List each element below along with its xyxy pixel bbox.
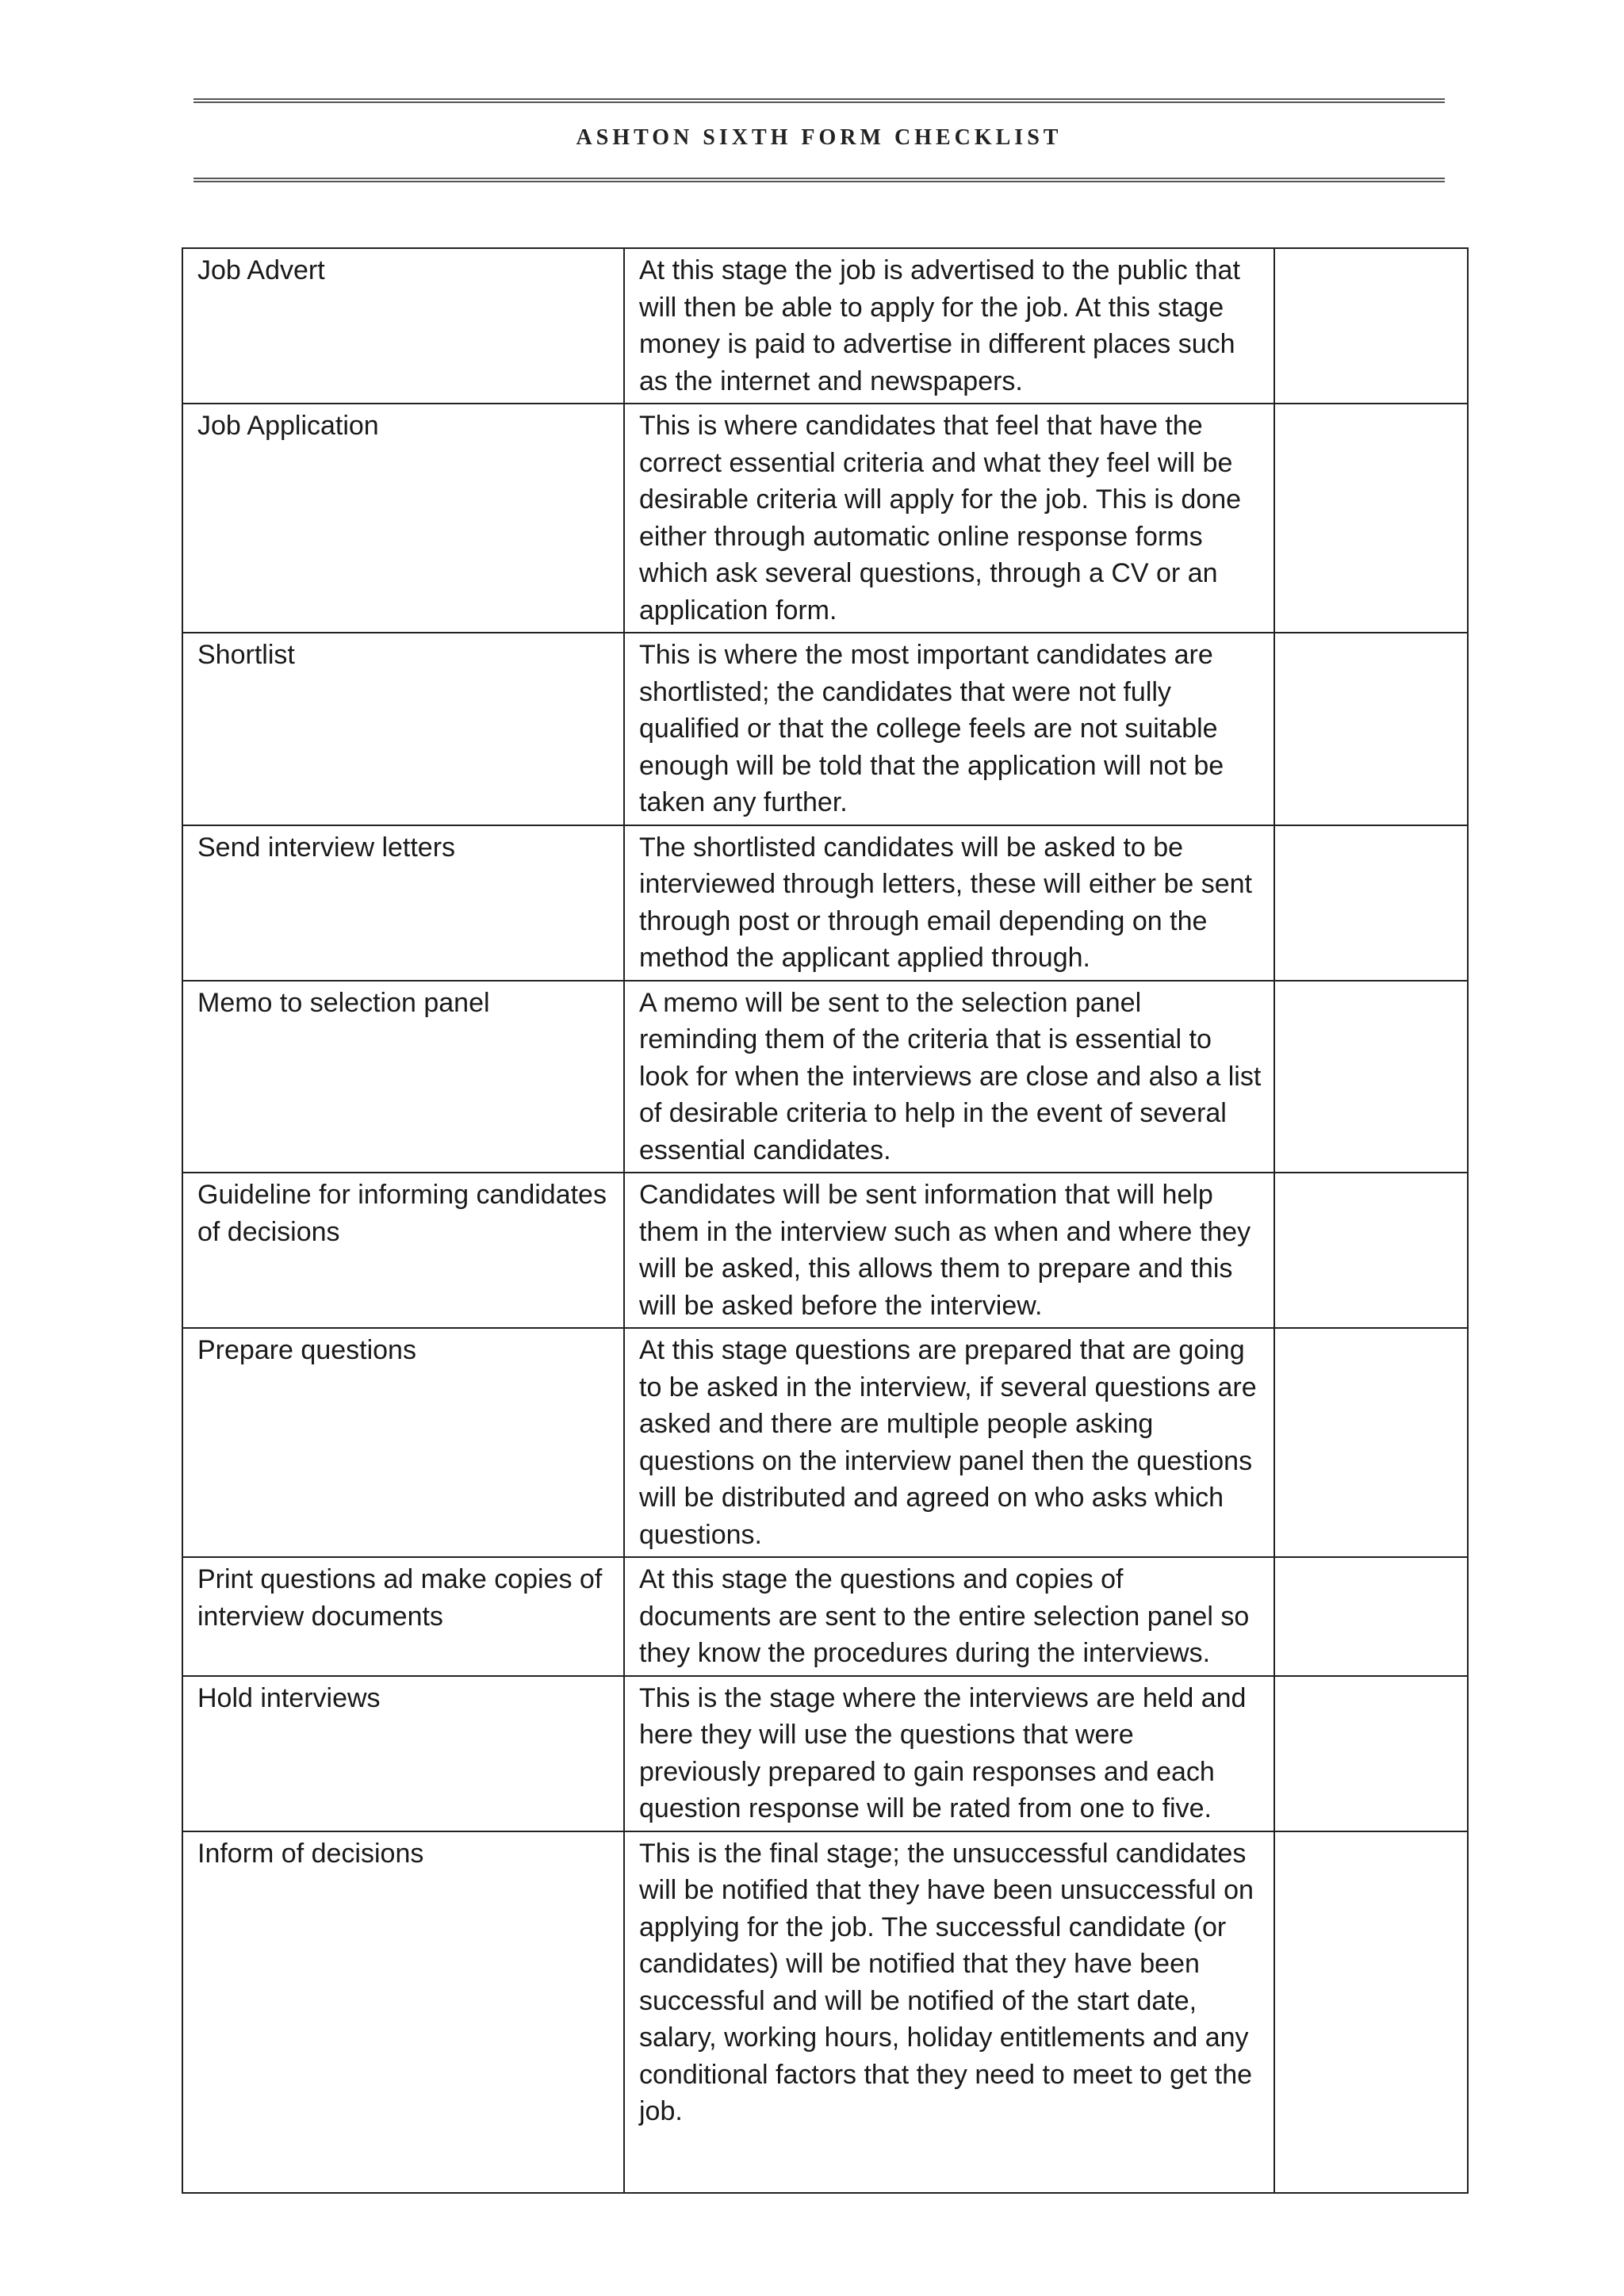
check-cell[interactable]	[1274, 1676, 1468, 1831]
stage-cell: Job Advert	[182, 248, 624, 404]
document-title: ASHTON SIXTH FORM CHECKLIST	[576, 125, 1063, 150]
check-cell[interactable]	[1274, 248, 1468, 404]
check-cell[interactable]	[1274, 404, 1468, 633]
table-row	[182, 1676, 1468, 1831]
stage-cell: Print questions ad make copies of interview documents	[182, 1557, 624, 1676]
check-cell[interactable]	[1274, 1557, 1468, 1676]
header-rule-top	[193, 98, 1445, 103]
description-cell: This is where candidates that feel that have the correct essential criteria and what they feel will be desirable criteria will apply for the job. This is done either through automatic online response forms which ask several questions, through a CV or an application form.	[624, 404, 1274, 633]
table-row	[182, 1173, 1468, 1328]
check-cell[interactable]	[1274, 825, 1468, 981]
description-cell: At this stage the job is advertised to the public that will then be able to apply for the job. At this stage money is paid to advertise in different places such as the internet and newspapers.	[624, 248, 1274, 404]
stage-cell: Send interview letters	[182, 825, 624, 981]
description-cell: This is where the most important candidates are shortlisted; the candidates that were not fully qualified or that the college feels are not suitable enough will be told that the application will not be taken any further.	[624, 633, 1274, 825]
table-row	[182, 633, 1468, 825]
check-cell[interactable]	[1274, 1831, 1468, 2193]
stage-cell: Job Application	[182, 404, 624, 633]
description-cell: At this stage the questions and copies of documents are sent to the entire selection panel so they know the procedures during the interviews.	[624, 1557, 1274, 1676]
check-cell[interactable]	[1274, 633, 1468, 825]
table-row	[182, 981, 1468, 1173]
stage-cell: Hold interviews	[182, 1676, 624, 1831]
description-cell: The shortlisted candidates will be asked to be interviewed through letters, these will either be sent through post or through email depending on the method the applicant applied through.	[624, 825, 1274, 981]
description-cell: This is the final stage; the unsuccessful candidates will be notified that they have been unsuccessful on applying for the job. The successful candidate (or candidates) will be notified that they have been successful and will be notified of the start date, salary, working hours, holiday entitlements and any conditional factors that they need to meet to get the job.	[624, 1831, 1274, 2193]
stage-cell: Inform of decisions	[182, 1831, 624, 2193]
table-row	[182, 248, 1468, 404]
check-cell[interactable]	[1274, 1328, 1468, 1557]
table-row	[182, 1557, 1468, 1676]
table-row	[182, 825, 1468, 981]
stage-cell: Shortlist	[182, 633, 624, 825]
stage-cell: Prepare questions	[182, 1328, 624, 1557]
stage-cell: Memo to selection panel	[182, 981, 624, 1173]
table-row	[182, 1831, 1468, 2193]
table-row	[182, 404, 1468, 633]
description-cell: This is the stage where the interviews are held and here they will use the questions that were previously prepared to gain responses and each question response will be rated from one to five.	[624, 1676, 1274, 1831]
description-cell: Candidates will be sent information that will help them in the interview such as when and where they will be asked, this allows them to prepare and this will be asked before the interview.	[624, 1173, 1274, 1328]
checklist-table	[182, 247, 1469, 2194]
check-cell[interactable]	[1274, 981, 1468, 1173]
stage-cell: Guideline for informing candidates of decisions	[182, 1173, 624, 1328]
description-cell: A memo will be sent to the selection panel reminding them of the criteria that is essential to look for when the interviews are close and also a list of desirable criteria to help in the event of several essential candidates.	[624, 981, 1274, 1173]
description-cell: At this stage questions are prepared that are going to be asked in the interview, if several questions are asked and there are multiple people asking questions on the interview panel then the questions will be distributed and agreed on who asks which questions.	[624, 1328, 1274, 1557]
check-cell[interactable]	[1274, 1173, 1468, 1328]
header-rule-bottom	[193, 178, 1445, 182]
table-row	[182, 1328, 1468, 1557]
